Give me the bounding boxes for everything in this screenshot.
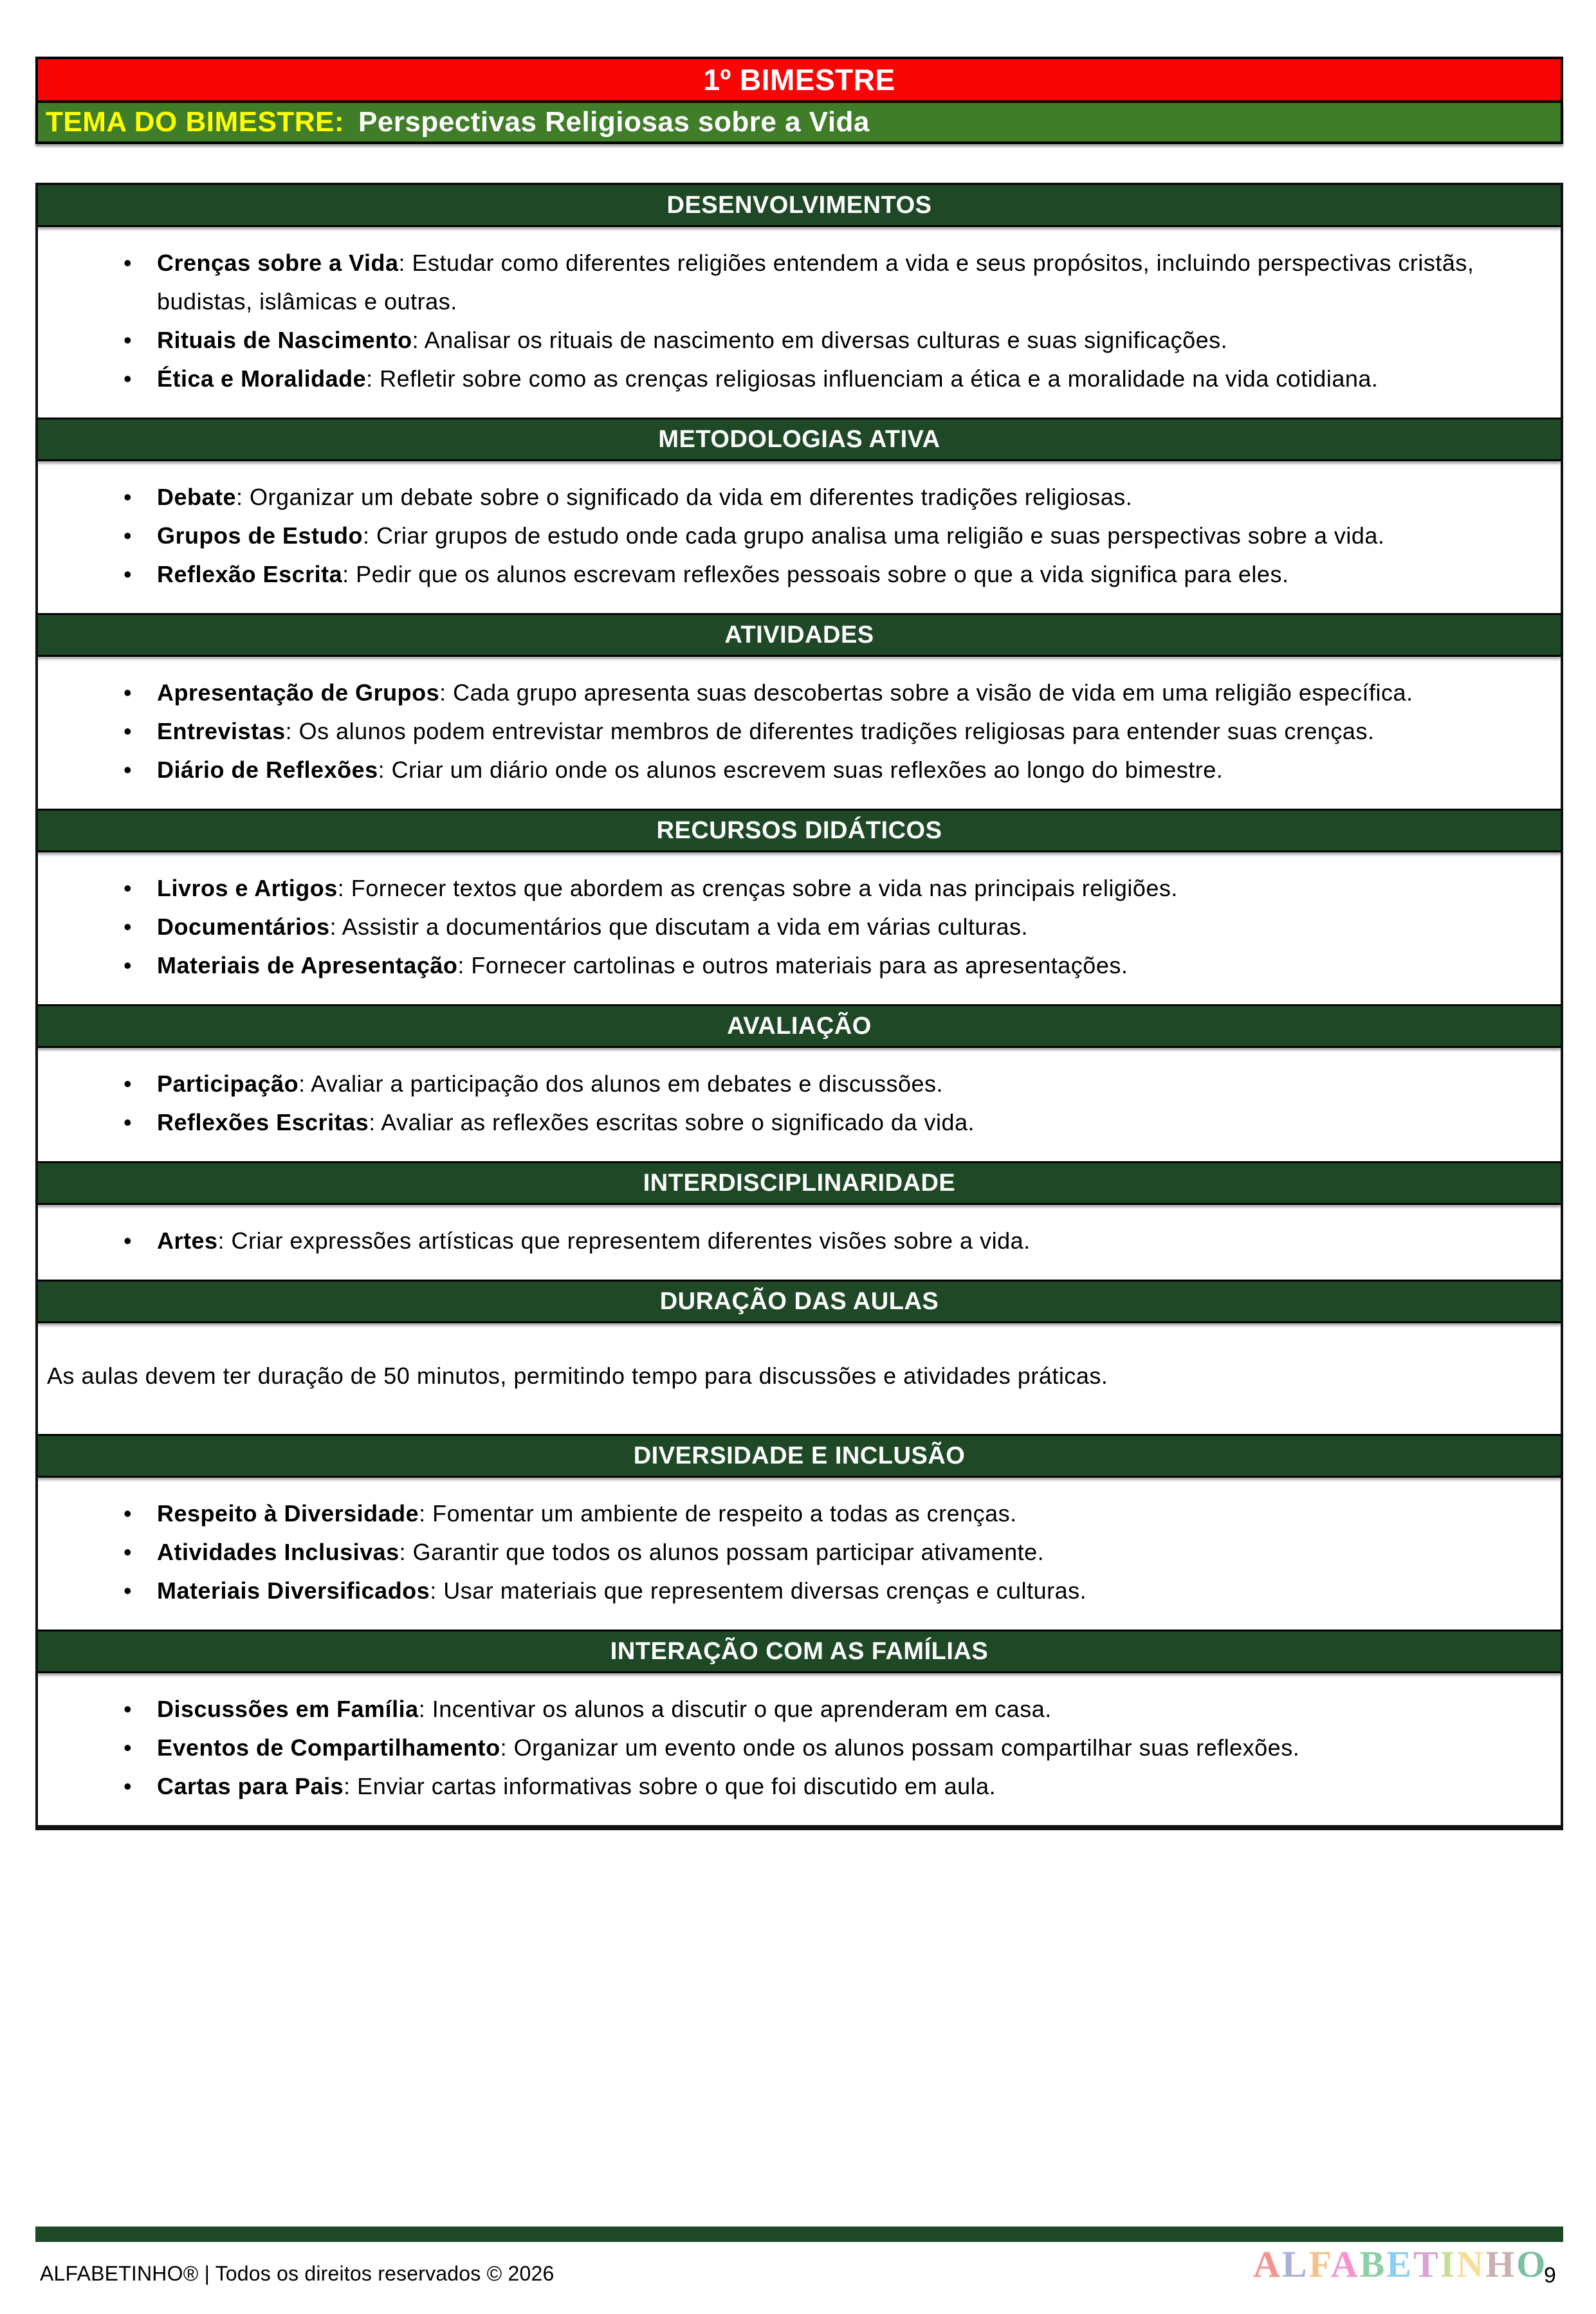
section-header: INTERDISCIPLINARIDADE xyxy=(38,1161,1561,1205)
section-header: RECURSOS DIDÁTICOS xyxy=(38,809,1561,852)
section-body xyxy=(38,1323,1561,1434)
list-item-lead: Apresentação de Grupos xyxy=(157,679,440,706)
list-item-text: : Cada grupo apresenta suas descobertas sobre a visão de vida em uma religião específica. xyxy=(439,679,1413,706)
list-item xyxy=(157,517,1543,555)
list-item-lead: Cartas para Pais xyxy=(157,1773,344,1799)
logo-letter: I xyxy=(1440,2243,1457,2285)
list-item-text: : Avaliar a participação dos alunos em debates e discussões. xyxy=(298,1070,944,1097)
bullet-list xyxy=(38,869,1543,985)
list-item xyxy=(157,321,1543,360)
list-item-lead: Grupos de Estudo xyxy=(157,522,363,549)
list-item-text: : Criar grupos de estudo onde cada grupo analisa uma religião e suas perspectivas sobre a vida. xyxy=(363,522,1385,549)
document-page xyxy=(0,57,1596,2314)
list-item-lead: Reflexões Escritas xyxy=(157,1109,369,1135)
list-item-lead: Eventos de Compartilhamento xyxy=(157,1734,500,1761)
list-item xyxy=(157,674,1543,712)
bullet-list xyxy=(38,1222,1543,1260)
list-item-text: : Fornecer textos que abordem as crenças sobre a vida nas principais religiões. xyxy=(337,875,1178,901)
list-item-lead: Reflexão Escrita xyxy=(157,561,343,587)
list-item-lead: Documentários xyxy=(157,914,330,940)
list-item-lead: Livros e Artigos xyxy=(157,875,338,901)
bimestre-title: 1º BIMESTRE xyxy=(703,63,895,96)
list-item-lead: Rituais de Nascimento xyxy=(157,327,412,353)
list-item xyxy=(157,869,1543,908)
list-item xyxy=(157,908,1543,946)
copyright-text: ALFABETINHO® | Todos os direitos reservados © 2026 xyxy=(40,2262,555,2285)
tema-banner xyxy=(35,103,1563,144)
section-paragraph: As aulas devem ter duração de 50 minutos, permitindo tempo para discussões e atividades práticas. xyxy=(47,1363,1108,1389)
list-item xyxy=(157,751,1543,789)
section-body xyxy=(38,461,1561,613)
list-item xyxy=(157,1690,1543,1729)
list-item-text: : Assistir a documentários que discutam a vida em várias culturas. xyxy=(329,914,1029,940)
section-header: INTERAÇÃO COM AS FAMÍLIAS xyxy=(38,1630,1561,1673)
list-item-lead: Entrevistas xyxy=(157,718,286,744)
list-item xyxy=(157,946,1543,985)
list-item xyxy=(157,1533,1543,1572)
list-item-lead: Diário de Reflexões xyxy=(157,757,378,783)
list-item-text: : Organizar um evento onde os alunos possam compartilhar suas reflexões. xyxy=(500,1734,1300,1761)
list-item-text: : Organizar um debate sobre o significado da vida em diferentes tradições religiosas. xyxy=(236,484,1133,510)
list-item-text: : Os alunos podem entrevistar membros de diferentes tradições religiosas para entender suas crenças. xyxy=(285,718,1375,744)
logo-letter: T xyxy=(1413,2243,1440,2285)
list-item xyxy=(157,1494,1543,1533)
page-number: 9 xyxy=(1544,2263,1556,2288)
section-header: AVALIAÇÃO xyxy=(38,1004,1561,1048)
logo-letter: L xyxy=(1281,2243,1309,2285)
list-item-text: : Garantir que todos os alunos possam participar ativamente. xyxy=(399,1539,1045,1565)
logo-letter: E xyxy=(1386,2243,1413,2285)
list-item-text: : Avaliar as reflexões escritas sobre o significado da vida. xyxy=(369,1109,975,1135)
list-item-text: : Incentivar os alunos a discutir o que aprenderam em casa. xyxy=(418,1696,1052,1722)
logo-letter: H xyxy=(1485,2243,1517,2285)
list-item-text: : Enviar cartas informativas sobre o que foi discutido em aula. xyxy=(344,1773,996,1799)
section-body xyxy=(38,1048,1561,1161)
list-item xyxy=(157,1065,1543,1103)
bullet-list xyxy=(38,1494,1543,1610)
list-item xyxy=(157,244,1543,321)
list-item xyxy=(157,712,1543,751)
tema-value: Perspectivas Religiosas sobre a Vida xyxy=(358,106,870,138)
section-header: DURAÇÃO DAS AULAS xyxy=(38,1280,1561,1323)
list-item xyxy=(157,555,1543,594)
list-item xyxy=(157,1222,1543,1260)
list-item-lead: Materiais Diversificados xyxy=(157,1577,430,1604)
logo-letter: O xyxy=(1516,2243,1548,2285)
section-body xyxy=(38,227,1561,418)
bullet-list xyxy=(38,478,1543,594)
content-table xyxy=(35,183,1563,1830)
logo-letter: A xyxy=(1253,2243,1282,2285)
list-item xyxy=(157,1103,1543,1142)
logo-letter: A xyxy=(1330,2243,1360,2285)
bullet-list xyxy=(38,1690,1543,1806)
footer-divider-bar xyxy=(35,2227,1563,2242)
list-item xyxy=(157,1729,1543,1767)
list-item-lead: Discussões em Família xyxy=(157,1696,419,1722)
section-header: ATIVIDADES xyxy=(38,613,1561,657)
bullet-list xyxy=(38,244,1543,398)
logo-letter: N xyxy=(1456,2243,1486,2285)
section-body xyxy=(38,852,1561,1004)
page-header xyxy=(0,57,1596,144)
logo-letter: F xyxy=(1308,2243,1331,2285)
list-item-text: : Fornecer cartolinas e outros materiais para as apresentações. xyxy=(457,952,1128,978)
section-body xyxy=(38,657,1561,809)
alfabetinho-logo xyxy=(1253,2243,1547,2286)
section-body xyxy=(38,1478,1561,1630)
list-item-lead: Crenças sobre a Vida xyxy=(157,250,399,276)
list-item-lead: Debate xyxy=(157,484,237,510)
section-body xyxy=(38,1673,1561,1825)
list-item xyxy=(157,360,1543,398)
section-header: DIVERSIDADE E INCLUSÃO xyxy=(38,1434,1561,1478)
list-item-text: : Criar expressões artísticas que representem diferentes visões sobre a vida. xyxy=(217,1227,1031,1254)
list-item-lead: Participação xyxy=(157,1070,299,1097)
list-item-text: : Pedir que os alunos escrevam reflexões pessoais sobre o que a vida significa para eles. xyxy=(342,561,1289,587)
list-item-text: : Analisar os rituais de nascimento em diversas culturas e suas significações. xyxy=(412,327,1228,353)
list-item-lead: Atividades Inclusivas xyxy=(157,1539,399,1565)
list-item xyxy=(157,478,1543,517)
list-item-text: : Fomentar um ambiente de respeito a todas as crenças. xyxy=(419,1500,1017,1527)
list-item-lead: Ética e Moralidade xyxy=(157,365,367,392)
list-item-text: : Criar um diário onde os alunos escrevem suas reflexões ao longo do bimestre. xyxy=(378,757,1224,783)
section-body xyxy=(38,1205,1561,1280)
section-header: METODOLOGIAS ATIVA xyxy=(38,418,1561,461)
list-item xyxy=(157,1572,1543,1610)
bullet-list xyxy=(38,674,1543,789)
list-item-text: : Refletir sobre como as crenças religiosas influenciam a ética e a moralidade na vida cotidiana. xyxy=(366,365,1379,392)
tema-label: TEMA DO BIMESTRE: xyxy=(46,106,344,138)
bimestre-banner xyxy=(35,57,1563,103)
list-item-text: : Usar materiais que representem diversas crenças e culturas. xyxy=(430,1577,1087,1604)
bullet-list xyxy=(38,1065,1543,1142)
list-item-lead: Artes xyxy=(157,1227,218,1254)
section-header: DESENVOLVIMENTOS xyxy=(38,185,1561,227)
list-item xyxy=(157,1767,1543,1806)
list-item-lead: Materiais de Apresentação xyxy=(157,952,458,978)
list-item-text: : Estudar como diferentes religiões entendem a vida e seus propósitos, incluindo perspectivas cristãs, budistas, islâmicas e outras. xyxy=(157,250,1474,315)
list-item-lead: Respeito à Diversidade xyxy=(157,1500,419,1527)
logo-letter: B xyxy=(1359,2243,1387,2285)
